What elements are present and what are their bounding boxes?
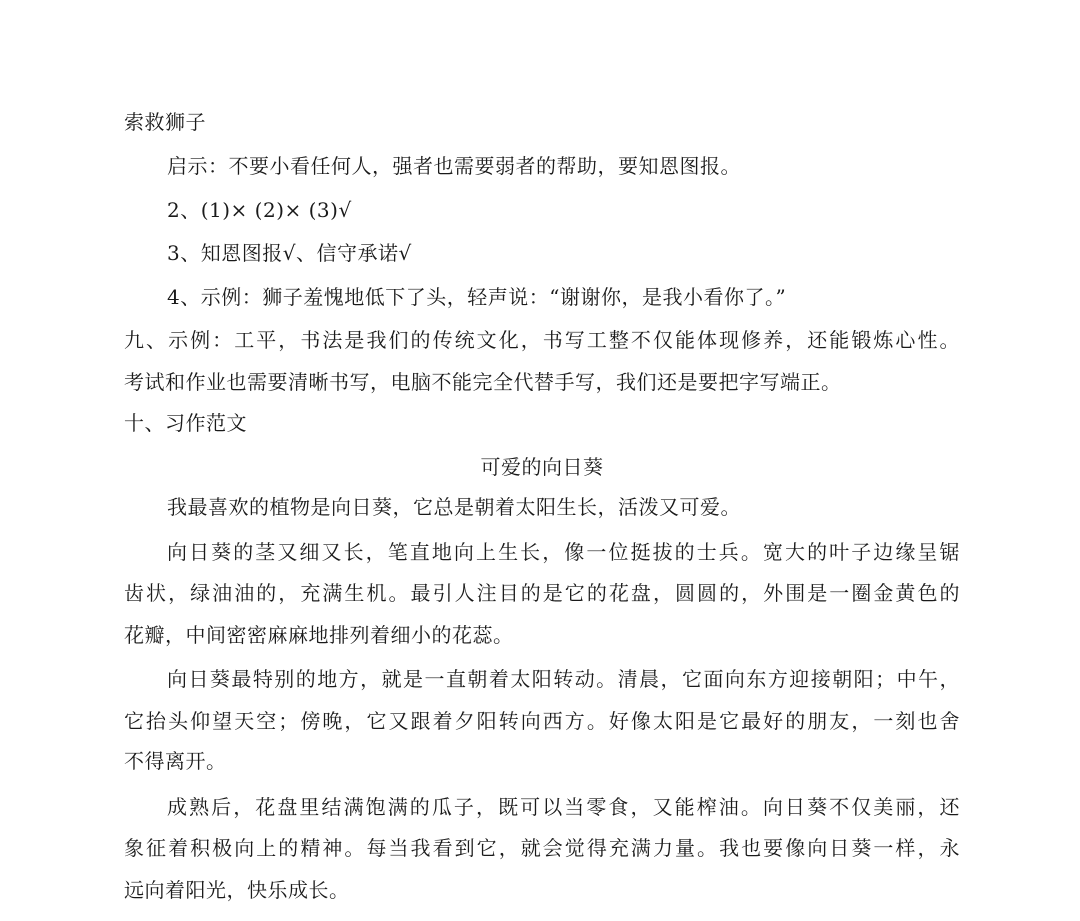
text-line: 2、(1)× (2)× (3)√ bbox=[167, 198, 352, 222]
paragraph-line: 象征着积极向上的精神。每当我看到它，就会觉得充满力量。我也要像向日葵一样，永 bbox=[124, 836, 960, 860]
paragraph-line: 向日葵的茎又细又长，笔直地向上生长，像一位挺拔的士兵。宽大的叶子边缘呈锯 bbox=[167, 540, 960, 564]
text-line: 九、示例：工平，书法是我们的传统文化，书写工整不仅能体现修养，还能锻炼心性。 bbox=[124, 328, 960, 352]
text-line: 4、示例：狮子羞愧地低下了头，轻声说：“谢谢你，是我小看你了。” bbox=[167, 285, 787, 309]
text-line: 启示：不要小看任何人，强者也需要弱者的帮助，要知恩图报。 bbox=[167, 154, 741, 178]
paragraph-line: 远向着阳光，快乐成长。 bbox=[124, 878, 350, 902]
paragraph-line: 成熟后，花盘里结满饱满的瓜子，既可以当零食，又能榨油。向日葵不仅美丽，还 bbox=[167, 795, 960, 819]
paragraph-line: 我最喜欢的植物是向日葵，它总是朝着太阳生长，活泼又可爱。 bbox=[167, 495, 741, 519]
text-line: 索救狮子 bbox=[124, 110, 206, 134]
section-heading: 十、习作范文 bbox=[124, 411, 247, 435]
text-line: 3、知恩图报√、信守承诺√ bbox=[167, 241, 412, 265]
text-line: 考试和作业也需要清晰书写，电脑不能完全代替手写，我们还是要把字写端正。 bbox=[124, 370, 842, 394]
paragraph-line: 齿状，绿油油的，充满生机。最引人注目的是它的花盘，圆圆的，外围是一圈金黄色的 bbox=[124, 581, 960, 605]
paragraph-line: 向日葵最特别的地方，就是一直朝着太阳转动。清晨，它面向东方迎接朝阳；中午， bbox=[167, 667, 960, 691]
paragraph-line: 花瓣，中间密密麻麻地排列着细小的花蕊。 bbox=[124, 623, 514, 647]
paragraph-line: 不得离开。 bbox=[124, 749, 227, 773]
paragraph-line: 它抬头仰望天空；傍晚，它又跟着夕阳转向西方。好像太阳是它最好的朋友，一刻也舍 bbox=[124, 709, 960, 733]
essay-title: 可爱的向日葵 bbox=[480, 455, 604, 479]
